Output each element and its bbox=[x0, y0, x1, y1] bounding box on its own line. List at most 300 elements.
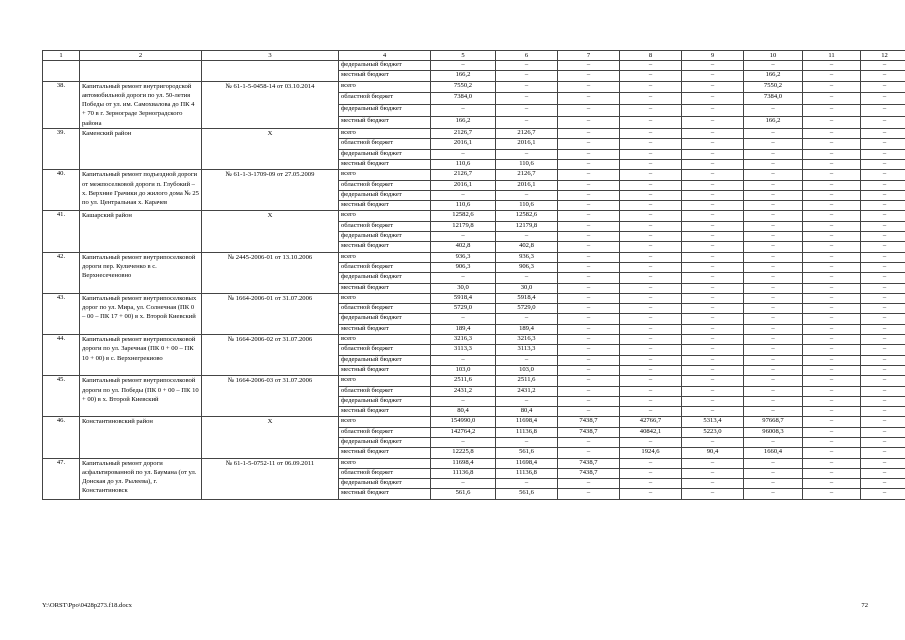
amount-cell: – bbox=[744, 407, 803, 417]
amount-cell: – bbox=[682, 149, 744, 159]
amount-cell: 3216,3 bbox=[431, 335, 496, 345]
amount-cell: – bbox=[744, 396, 803, 406]
funding-source: местный бюджет bbox=[339, 365, 431, 375]
amount-cell: – bbox=[682, 105, 744, 117]
amount-cell: 166,2 bbox=[744, 71, 803, 81]
amount-cell: – bbox=[620, 105, 682, 117]
amount-cell: 5313,4 bbox=[682, 417, 744, 427]
funding-source: федеральный бюджет bbox=[339, 437, 431, 447]
funding-source: областной бюджет bbox=[339, 345, 431, 355]
amount-cell: – bbox=[496, 105, 558, 117]
amount-cell: – bbox=[558, 293, 620, 303]
amount-cell: – bbox=[861, 335, 905, 345]
amount-cell: – bbox=[861, 81, 905, 93]
amount-cell: 7438,7 bbox=[558, 427, 620, 437]
amount-cell: 11698,4 bbox=[496, 417, 558, 427]
row-number: 42. bbox=[43, 252, 80, 293]
column-number-row bbox=[43, 51, 905, 61]
amount-cell: – bbox=[431, 190, 496, 200]
funding-source: местный бюджет bbox=[339, 324, 431, 334]
amount-cell: 2126,7 bbox=[431, 170, 496, 180]
amount-cell: 166,2 bbox=[744, 117, 803, 129]
amount-cell: – bbox=[496, 117, 558, 129]
amount-cell: – bbox=[744, 232, 803, 242]
amount-cell: – bbox=[620, 129, 682, 139]
object-name: Константиновский район bbox=[80, 417, 202, 458]
amount-cell: – bbox=[496, 437, 558, 447]
page-number: 72 bbox=[861, 602, 868, 609]
amount-cell: – bbox=[620, 293, 682, 303]
amount-cell: – bbox=[682, 201, 744, 211]
row-number: 38. bbox=[43, 81, 80, 128]
amount-cell: – bbox=[803, 304, 861, 314]
object-name: Капитальный ремонт дороги асфальтированной по ул. Баумана (от ул. Донская до ул. Рылеева), г. Константиновск bbox=[80, 458, 202, 499]
amount-cell: 561,6 bbox=[431, 489, 496, 499]
funding-source: местный бюджет bbox=[339, 448, 431, 458]
amount-cell: – bbox=[744, 190, 803, 200]
amount-cell: – bbox=[744, 105, 803, 117]
amount-cell: – bbox=[620, 201, 682, 211]
amount-cell: – bbox=[558, 201, 620, 211]
amount-cell: – bbox=[744, 252, 803, 262]
document-number: № 2445-2006-01 от 13.10.2006 bbox=[202, 252, 339, 293]
amount-cell: 11136,8 bbox=[496, 427, 558, 437]
row-number: 41. bbox=[43, 211, 80, 252]
amount-cell: – bbox=[803, 396, 861, 406]
amount-cell: – bbox=[558, 335, 620, 345]
amount-cell: 166,2 bbox=[431, 117, 496, 129]
funding-source: местный бюджет bbox=[339, 283, 431, 293]
amount-cell: – bbox=[803, 407, 861, 417]
amount-cell: 11136,8 bbox=[496, 468, 558, 478]
amount-cell: – bbox=[861, 437, 905, 447]
funding-source: областной бюджет bbox=[339, 386, 431, 396]
amount-cell: – bbox=[744, 139, 803, 149]
amount-cell: – bbox=[803, 117, 861, 129]
funding-source: областной бюджет bbox=[339, 180, 431, 190]
amount-cell: 3113,3 bbox=[496, 345, 558, 355]
row-number bbox=[43, 61, 80, 82]
amount-cell: – bbox=[682, 293, 744, 303]
row-number: 43. bbox=[43, 293, 80, 334]
amount-cell: – bbox=[861, 117, 905, 129]
funding-source: местный бюджет bbox=[339, 159, 431, 169]
amount-cell: – bbox=[744, 159, 803, 169]
amount-cell: – bbox=[431, 355, 496, 365]
amount-cell: – bbox=[496, 273, 558, 283]
amount-cell: – bbox=[861, 489, 905, 499]
amount-cell: 2016,1 bbox=[431, 180, 496, 190]
amount-cell: – bbox=[803, 468, 861, 478]
amount-cell: – bbox=[620, 365, 682, 375]
funding-source: всего bbox=[339, 335, 431, 345]
table-row bbox=[43, 61, 905, 71]
document-number: Х bbox=[202, 417, 339, 458]
amount-cell: 906,3 bbox=[431, 262, 496, 272]
amount-cell: – bbox=[803, 211, 861, 221]
amount-cell: 80,4 bbox=[496, 407, 558, 417]
amount-cell: – bbox=[803, 190, 861, 200]
amount-cell: – bbox=[558, 180, 620, 190]
amount-cell: – bbox=[682, 221, 744, 231]
amount-cell: – bbox=[803, 221, 861, 231]
document-number: № 61-1-5-0458-14 от 03.10.2014 bbox=[202, 81, 339, 128]
column-number: 12 bbox=[861, 51, 905, 61]
amount-cell: – bbox=[744, 293, 803, 303]
column-number: 5 bbox=[431, 51, 496, 61]
amount-cell: – bbox=[861, 190, 905, 200]
amount-cell: 12582,6 bbox=[496, 211, 558, 221]
row-number: 47. bbox=[43, 458, 80, 499]
amount-cell: – bbox=[558, 283, 620, 293]
amount-cell: – bbox=[682, 159, 744, 169]
amount-cell: – bbox=[682, 262, 744, 272]
amount-cell: – bbox=[803, 262, 861, 272]
amount-cell: 110,6 bbox=[431, 201, 496, 211]
row-number: 44. bbox=[43, 335, 80, 376]
object-name: Капитальный ремонт внутрипоселковой дороги по ул. Победы (ПК 0 + 00 – ПК 10 + 00) в х. Второй Киевский bbox=[80, 376, 202, 417]
funding-source: всего bbox=[339, 458, 431, 468]
amount-cell: 2511,6 bbox=[496, 376, 558, 386]
amount-cell: – bbox=[861, 386, 905, 396]
amount-cell: – bbox=[682, 81, 744, 93]
object-name: Капитальный ремонт внутрипоселковых дорог по ул. Мира, ул. Солнечная (ПК 0 – 00 – ПК 17 + 00) в х. Второй Киевский bbox=[80, 293, 202, 334]
amount-cell: – bbox=[744, 376, 803, 386]
amount-cell: – bbox=[744, 211, 803, 221]
amount-cell: – bbox=[803, 448, 861, 458]
table-row bbox=[43, 81, 905, 93]
amount-cell: – bbox=[803, 293, 861, 303]
amount-cell: 5918,4 bbox=[496, 293, 558, 303]
amount-cell: – bbox=[620, 170, 682, 180]
file-path: Y:\ORST\Ppo\0428p273.f18.docx bbox=[42, 602, 132, 609]
amount-cell: 90,4 bbox=[682, 448, 744, 458]
amount-cell: 11698,4 bbox=[431, 458, 496, 468]
amount-cell: – bbox=[620, 262, 682, 272]
funding-source: местный бюджет bbox=[339, 117, 431, 129]
column-number: 1 bbox=[43, 51, 80, 61]
amount-cell: 402,8 bbox=[431, 242, 496, 252]
amount-cell: – bbox=[861, 232, 905, 242]
amount-cell: – bbox=[861, 61, 905, 71]
amount-cell: – bbox=[496, 93, 558, 105]
amount-cell: – bbox=[861, 201, 905, 211]
amount-cell: – bbox=[744, 324, 803, 334]
amount-cell: – bbox=[431, 232, 496, 242]
amount-cell: 7384,0 bbox=[431, 93, 496, 105]
amount-cell: – bbox=[558, 159, 620, 169]
amount-cell: 7438,7 bbox=[558, 458, 620, 468]
amount-cell: – bbox=[803, 159, 861, 169]
amount-cell: – bbox=[496, 149, 558, 159]
amount-cell: 1660,4 bbox=[744, 448, 803, 458]
amount-cell: – bbox=[861, 242, 905, 252]
amount-cell: 2126,7 bbox=[496, 129, 558, 139]
amount-cell: – bbox=[682, 458, 744, 468]
amount-cell: – bbox=[744, 489, 803, 499]
amount-cell: – bbox=[861, 355, 905, 365]
amount-cell: – bbox=[744, 283, 803, 293]
amount-cell: 2126,7 bbox=[431, 129, 496, 139]
amount-cell: – bbox=[744, 129, 803, 139]
funding-source: федеральный бюджет bbox=[339, 149, 431, 159]
amount-cell: – bbox=[558, 149, 620, 159]
funding-source: областной бюджет bbox=[339, 427, 431, 437]
amount-cell: 5223,0 bbox=[682, 427, 744, 437]
amount-cell: – bbox=[682, 468, 744, 478]
amount-cell: 12179,8 bbox=[431, 221, 496, 231]
amount-cell: – bbox=[558, 437, 620, 447]
document-number bbox=[202, 61, 339, 82]
funding-source: федеральный бюджет bbox=[339, 61, 431, 71]
amount-cell: – bbox=[558, 386, 620, 396]
amount-cell: – bbox=[558, 211, 620, 221]
amount-cell: 936,3 bbox=[496, 252, 558, 262]
amount-cell: – bbox=[682, 489, 744, 499]
amount-cell: – bbox=[620, 159, 682, 169]
amount-cell: – bbox=[744, 221, 803, 231]
amount-cell: – bbox=[803, 149, 861, 159]
amount-cell: – bbox=[682, 345, 744, 355]
amount-cell: – bbox=[803, 417, 861, 427]
amount-cell: – bbox=[682, 61, 744, 71]
amount-cell: – bbox=[861, 417, 905, 427]
amount-cell: – bbox=[803, 283, 861, 293]
amount-cell: 5729,0 bbox=[496, 304, 558, 314]
amount-cell: – bbox=[803, 365, 861, 375]
amount-cell: – bbox=[431, 479, 496, 489]
amount-cell: – bbox=[744, 170, 803, 180]
funding-source: всего bbox=[339, 417, 431, 427]
amount-cell: – bbox=[682, 252, 744, 262]
amount-cell: – bbox=[803, 139, 861, 149]
amount-cell: 7384,0 bbox=[744, 93, 803, 105]
amount-cell: – bbox=[803, 180, 861, 190]
amount-cell: 2016,1 bbox=[496, 139, 558, 149]
amount-cell: 7438,7 bbox=[558, 417, 620, 427]
amount-cell: – bbox=[744, 386, 803, 396]
funding-source: федеральный бюджет bbox=[339, 273, 431, 283]
table-body bbox=[43, 61, 905, 500]
amount-cell: – bbox=[558, 190, 620, 200]
table-row bbox=[43, 458, 905, 468]
amount-cell: – bbox=[803, 324, 861, 334]
amount-cell: – bbox=[861, 365, 905, 375]
amount-cell: – bbox=[620, 304, 682, 314]
amount-cell: – bbox=[803, 489, 861, 499]
column-number: 3 bbox=[202, 51, 339, 61]
amount-cell: – bbox=[620, 324, 682, 334]
object-name: Кашарский район bbox=[80, 211, 202, 252]
amount-cell: – bbox=[558, 232, 620, 242]
amount-cell: – bbox=[682, 93, 744, 105]
amount-cell: – bbox=[558, 105, 620, 117]
amount-cell: – bbox=[558, 396, 620, 406]
amount-cell: 11136,8 bbox=[431, 468, 496, 478]
amount-cell: – bbox=[744, 458, 803, 468]
amount-cell: – bbox=[803, 273, 861, 283]
amount-cell: – bbox=[682, 71, 744, 81]
amount-cell: – bbox=[682, 304, 744, 314]
amount-cell: – bbox=[620, 335, 682, 345]
amount-cell: 154990,0 bbox=[431, 417, 496, 427]
funding-source: всего bbox=[339, 170, 431, 180]
amount-cell: – bbox=[803, 201, 861, 211]
amount-cell: – bbox=[861, 211, 905, 221]
funding-source: федеральный бюджет bbox=[339, 232, 431, 242]
funding-source: всего bbox=[339, 376, 431, 386]
amount-cell: – bbox=[744, 345, 803, 355]
table-row bbox=[43, 170, 905, 180]
amount-cell: – bbox=[803, 427, 861, 437]
amount-cell: – bbox=[620, 190, 682, 200]
row-number: 39. bbox=[43, 129, 80, 170]
amount-cell: – bbox=[682, 407, 744, 417]
amount-cell: – bbox=[558, 355, 620, 365]
amount-cell: – bbox=[861, 407, 905, 417]
amount-cell: 110,6 bbox=[431, 159, 496, 169]
funding-source: областной бюджет bbox=[339, 139, 431, 149]
amount-cell: 906,3 bbox=[496, 262, 558, 272]
amount-cell: – bbox=[496, 355, 558, 365]
amount-cell: – bbox=[861, 180, 905, 190]
column-number: 11 bbox=[803, 51, 861, 61]
amount-cell: – bbox=[682, 170, 744, 180]
table-row bbox=[43, 417, 905, 427]
funding-source: всего bbox=[339, 81, 431, 93]
amount-cell: – bbox=[431, 105, 496, 117]
funding-source: федеральный бюджет bbox=[339, 396, 431, 406]
amount-cell: – bbox=[803, 355, 861, 365]
amount-cell: 2016,1 bbox=[431, 139, 496, 149]
amount-cell: – bbox=[431, 437, 496, 447]
amount-cell: – bbox=[803, 61, 861, 71]
amount-cell: – bbox=[682, 232, 744, 242]
amount-cell: – bbox=[620, 81, 682, 93]
amount-cell: – bbox=[558, 479, 620, 489]
amount-cell: – bbox=[620, 376, 682, 386]
object-name bbox=[80, 61, 202, 82]
amount-cell: 40842,1 bbox=[620, 427, 682, 437]
amount-cell: – bbox=[861, 170, 905, 180]
amount-cell: – bbox=[558, 376, 620, 386]
amount-cell: 561,6 bbox=[496, 489, 558, 499]
amount-cell: – bbox=[620, 252, 682, 262]
amount-cell: – bbox=[620, 396, 682, 406]
amount-cell: – bbox=[682, 242, 744, 252]
column-number: 6 bbox=[496, 51, 558, 61]
amount-cell: – bbox=[861, 304, 905, 314]
amount-cell: – bbox=[620, 386, 682, 396]
funding-source: всего bbox=[339, 211, 431, 221]
amount-cell: – bbox=[431, 314, 496, 324]
column-number: 4 bbox=[339, 51, 431, 61]
amount-cell: – bbox=[558, 304, 620, 314]
amount-cell: – bbox=[431, 61, 496, 71]
funding-source: областной бюджет bbox=[339, 93, 431, 105]
document-number: № 1664-2006-03 от 31.07.2006 bbox=[202, 376, 339, 417]
amount-cell: – bbox=[682, 376, 744, 386]
amount-cell: – bbox=[558, 117, 620, 129]
amount-cell: – bbox=[803, 437, 861, 447]
amount-cell: – bbox=[558, 314, 620, 324]
amount-cell: 3216,3 bbox=[496, 335, 558, 345]
document-number: Х bbox=[202, 129, 339, 170]
amount-cell: – bbox=[861, 105, 905, 117]
amount-cell: – bbox=[861, 314, 905, 324]
amount-cell: – bbox=[558, 345, 620, 355]
amount-cell: – bbox=[496, 61, 558, 71]
funding-source: всего bbox=[339, 129, 431, 139]
table-row bbox=[43, 335, 905, 345]
amount-cell: – bbox=[620, 149, 682, 159]
amount-cell: 42766,7 bbox=[620, 417, 682, 427]
object-name: Капитальный ремонт внутрипоселковой дороги пер. Куличенко в с. Верхнесеченовно bbox=[80, 252, 202, 293]
column-number: 8 bbox=[620, 51, 682, 61]
amount-cell: – bbox=[431, 273, 496, 283]
amount-cell: – bbox=[496, 71, 558, 81]
amount-cell: 5918,4 bbox=[431, 293, 496, 303]
funding-source: федеральный бюджет bbox=[339, 314, 431, 324]
amount-cell: – bbox=[558, 324, 620, 334]
funding-source: федеральный бюджет bbox=[339, 479, 431, 489]
amount-cell: – bbox=[682, 396, 744, 406]
funding-source: всего bbox=[339, 293, 431, 303]
budget-table bbox=[42, 50, 905, 500]
amount-cell: 110,6 bbox=[496, 159, 558, 169]
table-row bbox=[43, 252, 905, 262]
amount-cell: – bbox=[861, 324, 905, 334]
amount-cell: – bbox=[496, 314, 558, 324]
amount-cell: – bbox=[682, 211, 744, 221]
amount-cell: – bbox=[682, 180, 744, 190]
amount-cell: – bbox=[496, 81, 558, 93]
amount-cell: – bbox=[744, 335, 803, 345]
amount-cell: – bbox=[620, 489, 682, 499]
amount-cell: – bbox=[861, 93, 905, 105]
amount-cell: – bbox=[803, 335, 861, 345]
amount-cell: – bbox=[861, 448, 905, 458]
amount-cell: – bbox=[558, 93, 620, 105]
amount-cell: 12179,8 bbox=[496, 221, 558, 231]
amount-cell: – bbox=[682, 139, 744, 149]
amount-cell: – bbox=[861, 283, 905, 293]
amount-cell: – bbox=[744, 314, 803, 324]
amount-cell: – bbox=[861, 139, 905, 149]
amount-cell: 2511,6 bbox=[431, 376, 496, 386]
funding-source: областной бюджет bbox=[339, 221, 431, 231]
amount-cell: – bbox=[861, 159, 905, 169]
amount-cell: – bbox=[744, 273, 803, 283]
amount-cell: 166,2 bbox=[431, 71, 496, 81]
object-name: Капитальный ремонт подъездной дороги от межпоселковой дороги п. Глубокий – х. Верхние Грачики до жилого дома № 25 по ул. Центральная х. Карачев bbox=[80, 170, 202, 211]
amount-cell: – bbox=[803, 232, 861, 242]
amount-cell: – bbox=[861, 479, 905, 489]
amount-cell: 103,0 bbox=[496, 365, 558, 375]
amount-cell: – bbox=[620, 437, 682, 447]
amount-cell: – bbox=[682, 129, 744, 139]
amount-cell: – bbox=[558, 273, 620, 283]
amount-cell: – bbox=[682, 437, 744, 447]
funding-source: местный бюджет bbox=[339, 407, 431, 417]
amount-cell: – bbox=[431, 149, 496, 159]
object-name: Капитальный ремонт внутрипоселковой дороги по ул. Заречная (ПК 0 + 00 – ПК 10 + 00) в с. Верхнегрекиово bbox=[80, 335, 202, 376]
funding-source: всего bbox=[339, 252, 431, 262]
amount-cell: – bbox=[558, 221, 620, 231]
amount-cell: – bbox=[803, 345, 861, 355]
amount-cell: – bbox=[861, 129, 905, 139]
row-number: 46. bbox=[43, 417, 80, 458]
